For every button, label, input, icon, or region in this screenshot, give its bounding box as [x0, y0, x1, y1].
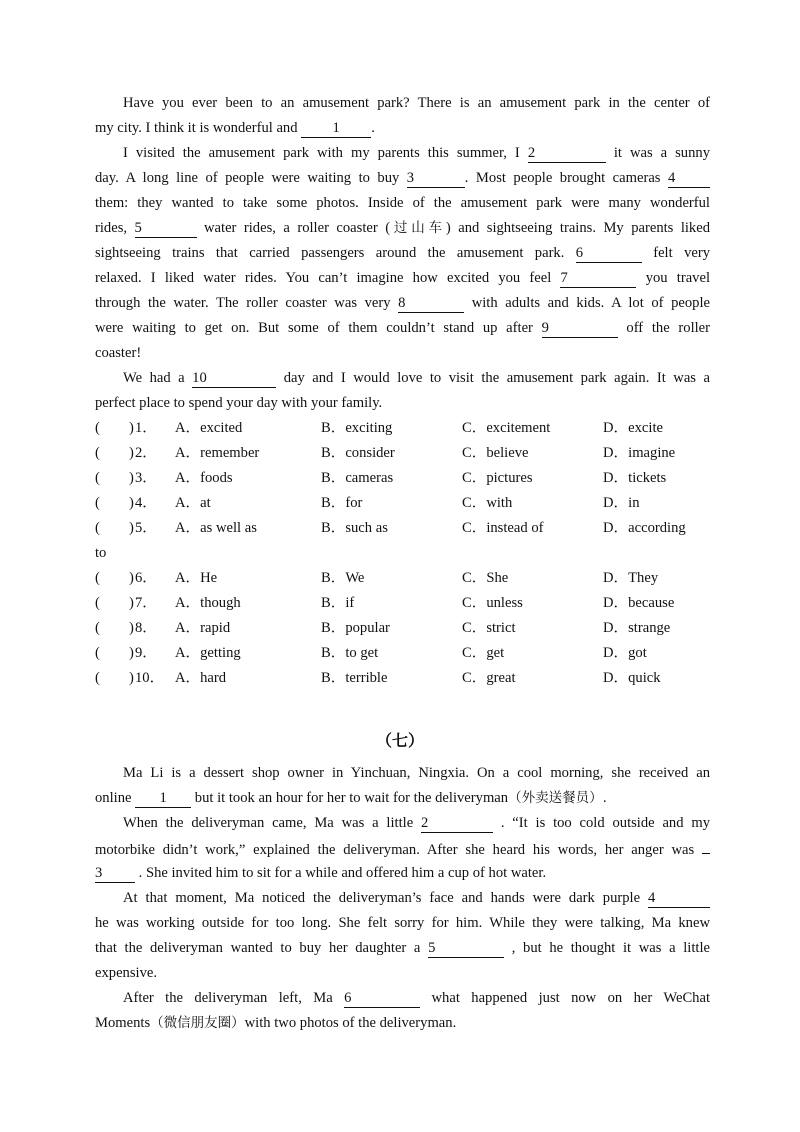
- text: After the deliveryman left, Ma: [123, 990, 333, 1006]
- s7-blank-4[interactable]: 4: [648, 890, 710, 908]
- option-c[interactable]: C．excitement: [462, 420, 551, 436]
- text: relaxed. I liked water rides. You can’t imagine how excited you feel: [95, 270, 552, 286]
- text: Ma Li is a dessert shop owner in Yinchuan, Ningxia. On a cool morning, she received an: [123, 765, 710, 781]
- question-number: 1．: [135, 420, 157, 436]
- text: sightseeing trains that carried passengers around the amusement park.: [95, 245, 565, 261]
- p6-p2-line4: [95, 216, 710, 241]
- p6-p2-line5: [95, 241, 710, 266]
- text: rides,: [95, 220, 128, 236]
- question-row: [95, 591, 710, 616]
- s7-blank-6[interactable]: 6: [344, 990, 420, 1008]
- option-b[interactable]: B．if: [321, 595, 355, 611]
- question-row: [95, 416, 710, 441]
- option-c[interactable]: C．strict: [462, 620, 516, 636]
- s7-blank-3-start: [702, 836, 710, 854]
- blank-3[interactable]: 3: [407, 170, 465, 188]
- blank-4[interactable]: 4: [668, 170, 710, 188]
- question-row: [95, 616, 710, 641]
- text: them: they wanted to take some photos. Inside of the amusement park were many wonderful: [95, 195, 710, 211]
- text: expensive.: [95, 965, 158, 981]
- text: through the water. The roller coaster was very: [95, 295, 391, 311]
- p7-p2-line1: [123, 811, 710, 836]
- text: , but he thought it was a little: [511, 940, 710, 956]
- option-b[interactable]: B．consider: [321, 445, 395, 461]
- p7-p2-line2: [95, 836, 710, 861]
- answer-paren[interactable]: ( ): [95, 645, 134, 661]
- text: off the roller: [626, 320, 711, 336]
- text: online: [95, 790, 132, 806]
- text: Moments: [95, 1015, 151, 1031]
- text: felt very: [653, 245, 711, 261]
- option-a[interactable]: A．excited: [175, 420, 243, 436]
- option-d[interactable]: D．in: [603, 495, 640, 511]
- text: but it took an hour for her to wait for the deliveryman: [194, 790, 509, 806]
- option-b[interactable]: B．cameras: [321, 470, 394, 486]
- option-a[interactable]: A．remember: [175, 445, 260, 461]
- text: When the deliveryman came, Ma was a little: [123, 815, 414, 831]
- cjk-text: （外卖送餐员）.: [508, 790, 607, 806]
- option-b[interactable]: B．We: [321, 570, 365, 586]
- text: . She invited him to sit for a while and offered him a cup of hot water.: [138, 865, 547, 881]
- p6-p2-line7: [95, 291, 710, 316]
- p7-p3-line4: [95, 961, 710, 986]
- question-number: 9．: [135, 645, 157, 661]
- question-number: 6．: [135, 570, 157, 586]
- option-c[interactable]: C．unless: [462, 595, 523, 611]
- option-a[interactable]: A．at: [175, 495, 211, 511]
- option-b[interactable]: B．terrible: [321, 670, 388, 686]
- option-c[interactable]: C．pictures: [462, 470, 533, 486]
- s7-blank-2[interactable]: 2: [421, 815, 493, 833]
- p6-p2-line1: [123, 141, 710, 166]
- option-c[interactable]: C．great: [462, 670, 516, 686]
- text: day and I would love to visit the amusement park again. It was a: [283, 370, 710, 386]
- text: I visited the amusement park with my parents this summer, I: [123, 145, 520, 161]
- text: perfect place to spend your day with your family.: [95, 395, 383, 411]
- question-number: 8．: [135, 620, 157, 636]
- p7-p1-line1: [123, 761, 710, 786]
- option-a[interactable]: A．though: [175, 595, 241, 611]
- answer-paren[interactable]: ( ): [95, 620, 134, 636]
- option-b[interactable]: B．popular: [321, 620, 390, 636]
- p7-p3-line2: [95, 911, 710, 936]
- option-d[interactable]: D．imagine: [603, 445, 676, 461]
- question-number: 3．: [135, 470, 157, 486]
- text: he was working outside for too long. She felt sorry for him. While they were talking, Ma knew: [95, 915, 710, 931]
- text: . Most people brought cameras: [464, 170, 661, 186]
- blank-10[interactable]: 10: [192, 370, 276, 388]
- answer-paren[interactable]: ( ): [95, 470, 134, 486]
- answer-paren[interactable]: ( ): [95, 495, 134, 511]
- s7-blank-3[interactable]: 3: [95, 865, 135, 883]
- question-number: 7．: [135, 595, 157, 611]
- p7-p4-line2: [95, 1011, 710, 1036]
- p6-p3-line2: [95, 391, 710, 416]
- text: At that moment, Ma noticed the deliveryman’s face and hands were dark purple: [123, 890, 641, 906]
- blank-8[interactable]: 8: [398, 295, 464, 313]
- option-a[interactable]: A．as well as: [175, 520, 257, 536]
- answer-paren[interactable]: ( ): [95, 670, 134, 686]
- p6-p2-line9: [95, 341, 710, 366]
- p7-p3-line3: [95, 936, 710, 961]
- p6-p2-line3: [95, 191, 710, 216]
- option-wrap: to: [95, 545, 107, 561]
- text: day. A long line of people were waiting to buy: [95, 170, 400, 186]
- question-number: 4．: [135, 495, 157, 511]
- p7-p2-line3: [95, 861, 710, 886]
- text: We had a: [123, 370, 185, 386]
- text: .: [371, 120, 375, 136]
- option-d[interactable]: D．because: [603, 595, 675, 611]
- text: motorbike didn’t work,” explained the deliveryman. After she heard his words, her anger was: [95, 842, 695, 858]
- text: my city. I think it is wonderful and: [95, 120, 298, 136]
- p6-p1-line1: [123, 91, 710, 116]
- p7-p3-line1: [123, 886, 710, 911]
- p7-p1-line2: [95, 786, 710, 811]
- option-d[interactable]: D．They: [603, 570, 659, 586]
- blank-7[interactable]: 7: [560, 270, 636, 288]
- question-number: 10．: [135, 670, 165, 686]
- text: that the deliveryman wanted to buy her daughter a: [95, 940, 421, 956]
- question-row: [95, 566, 710, 591]
- question-row: [95, 516, 710, 541]
- option-d[interactable]: D．got: [603, 645, 647, 661]
- option-b[interactable]: B．for: [321, 495, 363, 511]
- answer-paren[interactable]: ( ): [95, 445, 134, 461]
- cjk-text: （微信朋友圈）: [150, 1015, 245, 1031]
- option-a[interactable]: A．He: [175, 570, 218, 586]
- text: what happened just now on her WeChat: [431, 990, 711, 1006]
- s7-blank-1[interactable]: 1: [135, 790, 191, 808]
- question-row: [95, 666, 710, 691]
- text: coaster!: [95, 345, 142, 361]
- option-c[interactable]: C．believe: [462, 445, 529, 461]
- p6-p2-line8: [95, 316, 710, 341]
- p6-p2-line2: [95, 166, 710, 191]
- answer-paren[interactable]: ( ): [95, 420, 134, 436]
- option-a[interactable]: A．rapid: [175, 620, 231, 636]
- p6-p2-line6: [95, 266, 710, 291]
- option-c[interactable]: C．She: [462, 570, 509, 586]
- option-d[interactable]: D．quick: [603, 670, 661, 686]
- blank-2[interactable]: 2: [528, 145, 606, 163]
- question-row: [95, 491, 710, 516]
- option-a[interactable]: A．getting: [175, 645, 241, 661]
- s7-blank-5[interactable]: 5: [428, 940, 504, 958]
- text: you travel: [645, 270, 710, 286]
- question-number: 2．: [135, 445, 157, 461]
- answer-paren[interactable]: ( ): [95, 520, 134, 536]
- option-d[interactable]: D．excite: [603, 420, 663, 436]
- question-row: [95, 441, 710, 466]
- text: were waiting to get on. But some of them couldn’t stand up after: [95, 320, 533, 336]
- option-b[interactable]: B．exciting: [321, 420, 393, 436]
- answer-paren[interactable]: ( ): [95, 570, 134, 586]
- question-number: 5．: [135, 520, 157, 536]
- question-row: [95, 641, 710, 666]
- blank-1[interactable]: 1: [301, 120, 371, 138]
- option-c[interactable]: C．get: [462, 645, 505, 661]
- option-c[interactable]: C．instead of: [462, 520, 544, 536]
- p7-p4-line1: [123, 986, 710, 1011]
- option-b[interactable]: B．such as: [321, 520, 388, 536]
- text: Have you ever been to an amusement park? There is an amusement park in the center of: [123, 95, 710, 111]
- option-a[interactable]: A．hard: [175, 670, 227, 686]
- blank-6[interactable]: 6: [576, 245, 642, 263]
- option-a[interactable]: A．foods: [175, 470, 233, 486]
- text: with adults and kids. A lot of people: [471, 295, 710, 311]
- option-d[interactable]: D．strange: [603, 620, 671, 636]
- text: it was a sunny: [613, 145, 710, 161]
- blank-9[interactable]: 9: [542, 320, 618, 338]
- question-row: [95, 466, 710, 491]
- option-b[interactable]: B．to get: [321, 645, 379, 661]
- text: ) and sightseeing trains. My parents liked: [445, 220, 711, 236]
- p6-p1-line2: [95, 116, 710, 141]
- option-c[interactable]: C．with: [462, 495, 513, 511]
- text: water rides, a roller coaster (: [204, 220, 391, 236]
- text: with two photos of the deliveryman.: [244, 1015, 457, 1031]
- section-title: （七）: [375, 731, 424, 750]
- answer-paren[interactable]: ( ): [95, 595, 134, 611]
- text: . “It is too cold outside and my: [500, 815, 710, 831]
- option-d[interactable]: D．according: [603, 520, 686, 536]
- option-d[interactable]: D．tickets: [603, 470, 667, 486]
- cjk-text: 过山车: [390, 220, 446, 236]
- blank-5[interactable]: 5: [135, 220, 197, 238]
- p6-p3-line1: [123, 366, 710, 391]
